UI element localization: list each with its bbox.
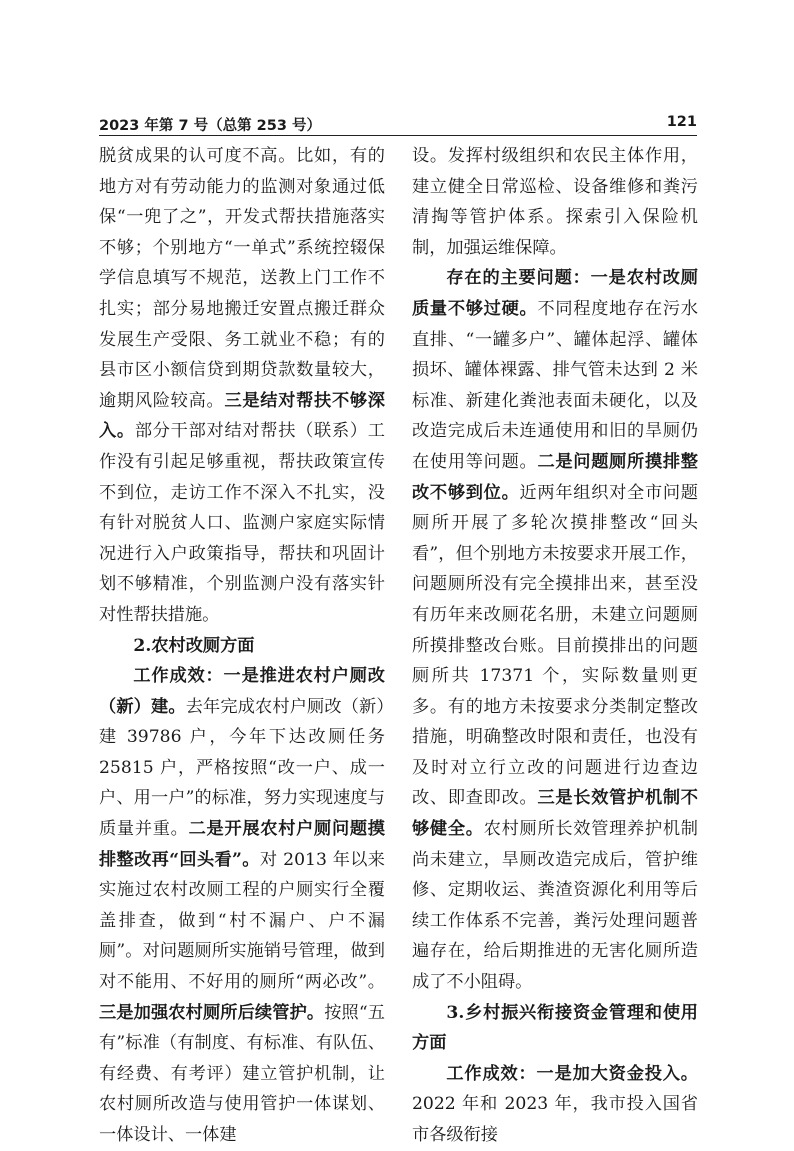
bold-lead: 三是加强农村厕所后续管护。 (99, 1002, 325, 1023)
paragraph-text: 设。发挥村级组织和农民主体作用，建立健全日常巡检、设备维修和粪污清掏等管护体系。探索引入保险机制，加强运维保障。 (412, 146, 698, 258)
issue-label: 2023 年第 7 号（总第 253 号） (99, 118, 321, 134)
bold-lead: 工作成效：一是推进农村户厕改（新）建。 (99, 666, 385, 717)
paragraph-text: 按照“五有”标准（有制度、有标准、有队伍、有经费、有考评）建立管护机制，让农村厕所改造与使用管护一体谋划、一体设计、一体建 (99, 1002, 385, 1145)
right-column (412, 141, 698, 1151)
bold-lead: 三是长效管护机制不够健全。 (412, 788, 698, 840)
bold-lead: 二是问题厕所摸排整改不够到位。 (412, 451, 698, 503)
left-column (99, 141, 385, 1151)
section-heading: 3.乡村振兴衔接资金管理和使用方面 (412, 1002, 698, 1054)
bold-lead: 工作成效：一是加大资金投入。 (446, 1063, 698, 1084)
paragraph-text: 脱贫成果的认可度不高。比如，有的地方对有劳动能力的监测对象通过低保“一兜了之”，开发式帮扶措施落实不够；个别地方“一单式”系统控辍保学信息填写不规范，送教上门工作不扎实；部分易地搬迁安置点搬迁群众发展生产受限、务工就业不稳；有的县市区小额信贷到期贷款数量较大，逾期风险较高。 (99, 146, 385, 411)
paragraph (412, 1059, 698, 1151)
page-header (99, 114, 697, 134)
paragraph-text: 2022 年和 2023 年，我市投入国省市各级衔接 (412, 1094, 698, 1145)
paragraph (412, 141, 698, 263)
bold-lead: 三是结对帮扶不够深入。 (99, 390, 385, 442)
paragraph (99, 661, 385, 1151)
page-number: 121 (666, 114, 697, 130)
paragraph-text: 农村厕所长效管理养护机制尚未建立，旱厕改造完成后，管护维修、定期收运、粪渣资源化利用等后续工作体系不完善，粪污处理问题普遍存在，给后期推进的无害化厕所造成了不小阻碍。 (412, 819, 698, 993)
bold-lead: 存在的主要问题：一是农村改厕质量不够过硬。 (412, 268, 698, 319)
paragraph-text: 近两年组织对全市问题厕所开展了多轮次摸排整改“回头看”，但个别地方未按要求开展工作，问题厕所没有完全摸排出来，甚至没有历年来改厕花名册，未建立问题厕所摸排整改台账。目前摸排出的问题厕所共 17371 个，实际数量则更多。有的地方未按要求分类制定整改措施，明确整改时限和责任，也没有及时对立行立改的问题进行边查边改、即查即改。 (412, 482, 698, 809)
paragraph (412, 263, 698, 997)
paragraph (99, 141, 385, 631)
section-heading: 2.农村改厕方面 (133, 635, 255, 656)
bold-lead: 二是开展农村户厕问题摸排整改再“回头看”。 (99, 819, 385, 870)
paragraph-text: 部分干部对结对帮扶（联系）工作没有引起足够重视，帮扶政策宣传不到位，走访工作不深入不扎实，没有针对脱贫人口、监测户家庭实际情况进行入户政策指导，帮扶和巩固计划不够精准，个别监测户没有落实针对性帮扶措施。 (99, 421, 385, 625)
paragraph-text: 去年完成农村户厕改（新）建 39786 户，今年下达改厕任务 25815 户，严格按照“改一户、成一户、用一户”的标准，努力实现速度与质量并重。 (99, 696, 385, 840)
paragraph-text: 对 2013 年以来实施过农村改厕工程的户厕实行全覆盖排查，做到“村不漏户、户不漏厕”。对问题厕所实施销号管理，做到对不能用、不好用的厕所“两必改”。 (99, 849, 385, 993)
header-rule (99, 135, 697, 136)
paragraph-text: 不同程度地存在污水直排、“一罐多户”、罐体起浮、罐体损坏、罐体裸露、排气管未达到 2 米标准、新建化粪池表面未硬化，以及改造完成后未连通使用和旧的旱厕仍在使用等问题。 (412, 298, 698, 472)
